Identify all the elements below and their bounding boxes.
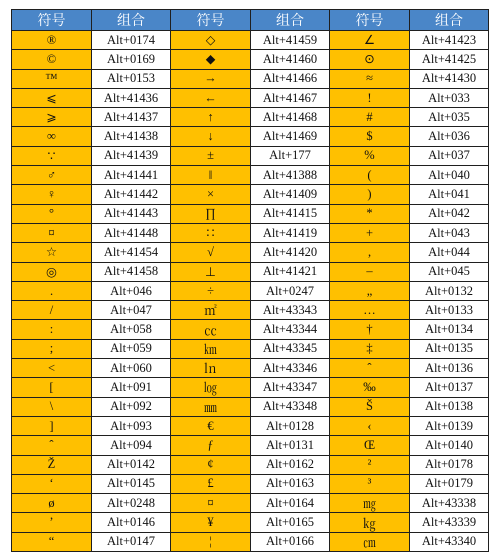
alt-combo-cell: Alt+177 xyxy=(251,146,330,165)
symbol-cell: ∷ xyxy=(171,223,251,242)
table-row xyxy=(12,455,489,474)
header-combo-1: 组合 xyxy=(92,10,171,31)
symbol-cell: ≈ xyxy=(330,69,410,88)
table-row xyxy=(12,513,489,532)
table-row xyxy=(12,204,489,223)
symbol-cell: \ xyxy=(12,397,92,416)
table-body xyxy=(12,31,489,552)
symbol-cell: ⩾ xyxy=(12,108,92,127)
symbol-cell: < xyxy=(12,359,92,378)
table-row xyxy=(12,166,489,185)
symbol-cell: × xyxy=(171,185,251,204)
alt-combo-cell: Alt+41430 xyxy=(410,69,489,88)
symbol-cell: , xyxy=(330,243,410,262)
alt-combo-cell: Alt+0166 xyxy=(251,532,330,551)
alt-combo-cell: Alt+41421 xyxy=(251,262,330,281)
symbol-cell: ± xyxy=(171,146,251,165)
alt-combo-cell: Alt+043 xyxy=(410,223,489,242)
symbol-cell: ² xyxy=(330,455,410,474)
symbol-cell: ; xyxy=(12,339,92,358)
alt-combo-cell: Alt+0137 xyxy=(410,378,489,397)
symbol-cell: ’ xyxy=(12,513,92,532)
symbol-cell: Œ xyxy=(330,436,410,455)
symbol-cell: ! xyxy=(330,88,410,107)
table-row xyxy=(12,281,489,300)
alt-combo-cell: Alt+060 xyxy=(92,359,171,378)
alt-code-sheet xyxy=(11,9,489,552)
alt-combo-cell: Alt+0248 xyxy=(92,494,171,513)
symbol-cell: ¤ xyxy=(12,223,92,242)
symbol-cell: ↑ xyxy=(171,108,251,127)
alt-combo-cell: Alt+41442 xyxy=(92,185,171,204)
table-row xyxy=(12,50,489,69)
alt-combo-cell: Alt+41438 xyxy=(92,127,171,146)
alt-combo-cell: Alt+0133 xyxy=(410,301,489,320)
table-row xyxy=(12,339,489,358)
alt-combo-cell: Alt+43347 xyxy=(251,378,330,397)
alt-combo-cell: Alt+41419 xyxy=(251,223,330,242)
symbol-cell: ← xyxy=(171,88,251,107)
alt-code-table xyxy=(11,9,489,552)
alt-combo-cell: Alt+41423 xyxy=(410,31,489,50)
alt-combo-cell: Alt+0153 xyxy=(92,69,171,88)
symbol-cell: ¥ xyxy=(171,513,251,532)
alt-combo-cell: Alt+0169 xyxy=(92,50,171,69)
symbol-cell: ˆ xyxy=(12,436,92,455)
alt-combo-cell: Alt+042 xyxy=(410,204,489,223)
alt-combo-cell: Alt+059 xyxy=(92,339,171,358)
alt-combo-cell: Alt+0147 xyxy=(92,532,171,551)
alt-combo-cell: Alt+41441 xyxy=(92,166,171,185)
symbol-cell: / xyxy=(12,301,92,320)
table-row xyxy=(12,494,489,513)
alt-combo-cell: Alt+41459 xyxy=(251,31,330,50)
alt-combo-cell: Alt+41467 xyxy=(251,88,330,107)
symbol-cell: * xyxy=(330,204,410,223)
symbol-cell: ) xyxy=(330,185,410,204)
alt-combo-cell: Alt+0247 xyxy=(251,281,330,300)
symbol-cell: ¦ xyxy=(171,532,251,551)
alt-combo-cell: Alt+41466 xyxy=(251,69,330,88)
alt-combo-cell: Alt+0135 xyxy=(410,339,489,358)
alt-combo-cell: Alt+43345 xyxy=(251,339,330,358)
alt-combo-cell: Alt+41448 xyxy=(92,223,171,242)
symbol-cell: $ xyxy=(330,127,410,146)
symbol-cell: © xyxy=(12,50,92,69)
alt-combo-cell: Alt+41425 xyxy=(410,50,489,69)
alt-combo-cell: Alt+035 xyxy=(410,108,489,127)
symbol-cell: ♀ xyxy=(12,185,92,204)
alt-combo-cell: Alt+43340 xyxy=(410,532,489,551)
header-symbol-3: 符号 xyxy=(330,10,410,31)
alt-combo-cell: Alt+0162 xyxy=(251,455,330,474)
header-row xyxy=(12,10,489,31)
symbol-cell: ◎ xyxy=(12,262,92,281)
alt-combo-cell: Alt+0178 xyxy=(410,455,489,474)
table-row xyxy=(12,31,489,50)
symbol-cell: ↓ xyxy=(171,127,251,146)
symbol-cell: [ xyxy=(12,378,92,397)
alt-combo-cell: Alt+041 xyxy=(410,185,489,204)
symbol-cell: . xyxy=(12,281,92,300)
table-row xyxy=(12,108,489,127)
alt-combo-cell: Alt+047 xyxy=(92,301,171,320)
table-row xyxy=(12,359,489,378)
alt-combo-cell: Alt+058 xyxy=(92,320,171,339)
alt-combo-cell: Alt+43344 xyxy=(251,320,330,339)
symbol-cell: ® xyxy=(12,31,92,50)
alt-combo-cell: Alt+43348 xyxy=(251,397,330,416)
symbol-cell: ⊙ xyxy=(330,50,410,69)
alt-combo-cell: Alt+41460 xyxy=(251,50,330,69)
table-row xyxy=(12,301,489,320)
symbol-cell: ° xyxy=(12,204,92,223)
alt-combo-cell: Alt+0139 xyxy=(410,416,489,435)
alt-combo-cell: Alt+41415 xyxy=(251,204,330,223)
alt-combo-cell: Alt+43339 xyxy=(410,513,489,532)
symbol-cell: ⩽ xyxy=(12,88,92,107)
symbol-cell: ∵ xyxy=(12,146,92,165)
table-row xyxy=(12,243,489,262)
symbol-cell: ‰ xyxy=(330,378,410,397)
symbol-cell: ¤ xyxy=(171,494,251,513)
alt-combo-cell: Alt+046 xyxy=(92,281,171,300)
alt-combo-cell: Alt+41439 xyxy=(92,146,171,165)
symbol-cell: ‖ xyxy=(171,166,251,185)
symbol-cell: ÷ xyxy=(171,281,251,300)
alt-combo-cell: Alt+41458 xyxy=(92,262,171,281)
alt-combo-cell: Alt+43346 xyxy=(251,359,330,378)
alt-combo-cell: Alt+0163 xyxy=(251,474,330,493)
table-row xyxy=(12,378,489,397)
alt-combo-cell: Alt+0165 xyxy=(251,513,330,532)
alt-combo-cell: Alt+0128 xyxy=(251,416,330,435)
symbol-cell: ㏒ xyxy=(171,378,251,397)
alt-combo-cell: Alt+093 xyxy=(92,416,171,435)
table-row xyxy=(12,320,489,339)
symbol-cell: ∠ xyxy=(330,31,410,50)
symbol-cell: – xyxy=(330,262,410,281)
alt-combo-cell: Alt+0142 xyxy=(92,455,171,474)
table-row xyxy=(12,532,489,551)
symbol-cell: “ xyxy=(12,532,92,551)
symbol-cell: ㎝ xyxy=(330,532,410,551)
symbol-cell: → xyxy=(171,69,251,88)
alt-combo-cell: Alt+41388 xyxy=(251,166,330,185)
symbol-cell: ³ xyxy=(330,474,410,493)
symbol-cell: ◆ xyxy=(171,50,251,69)
symbol-cell: ™ xyxy=(12,69,92,88)
table-row xyxy=(12,416,489,435)
alt-combo-cell: Alt+0134 xyxy=(410,320,489,339)
table-row xyxy=(12,69,489,88)
alt-combo-cell: Alt+41436 xyxy=(92,88,171,107)
alt-combo-cell: Alt+43338 xyxy=(410,494,489,513)
symbol-cell: √ xyxy=(171,243,251,262)
alt-combo-cell: Alt+0145 xyxy=(92,474,171,493)
header-symbol-2: 符号 xyxy=(171,10,251,31)
alt-combo-cell: Alt+41468 xyxy=(251,108,330,127)
header-symbol-1: 符号 xyxy=(12,10,92,31)
table-row xyxy=(12,88,489,107)
alt-combo-cell: Alt+0174 xyxy=(92,31,171,50)
symbol-cell: Ž xyxy=(12,455,92,474)
symbol-cell: Š xyxy=(330,397,410,416)
symbol-cell: ㎡ xyxy=(171,301,251,320)
symbol-cell: ] xyxy=(12,416,92,435)
alt-combo-cell: Alt+045 xyxy=(410,262,489,281)
symbol-cell: ☆ xyxy=(12,243,92,262)
alt-combo-cell: Alt+0138 xyxy=(410,397,489,416)
alt-combo-cell: Alt+0164 xyxy=(251,494,330,513)
symbol-cell: + xyxy=(330,223,410,242)
alt-combo-cell: Alt+41443 xyxy=(92,204,171,223)
symbol-cell: ㎜ xyxy=(171,397,251,416)
table-row xyxy=(12,127,489,146)
alt-combo-cell: Alt+033 xyxy=(410,88,489,107)
alt-combo-cell: Alt+094 xyxy=(92,436,171,455)
alt-combo-cell: Alt+0140 xyxy=(410,436,489,455)
table-row xyxy=(12,474,489,493)
alt-combo-cell: Alt+41409 xyxy=(251,185,330,204)
symbol-cell: ㎏ xyxy=(330,513,410,532)
symbol-cell: ‘ xyxy=(12,474,92,493)
table-row xyxy=(12,262,489,281)
symbol-cell: ˆ xyxy=(330,359,410,378)
table-row xyxy=(12,397,489,416)
symbol-cell: ㏑ xyxy=(171,359,251,378)
alt-combo-cell: Alt+037 xyxy=(410,146,489,165)
alt-combo-cell: Alt+040 xyxy=(410,166,489,185)
symbol-cell: ∏ xyxy=(171,204,251,223)
symbol-cell: ⊥ xyxy=(171,262,251,281)
alt-combo-cell: Alt+036 xyxy=(410,127,489,146)
alt-combo-cell: Alt+044 xyxy=(410,243,489,262)
symbol-cell: ㎎ xyxy=(330,494,410,513)
alt-combo-cell: Alt+41437 xyxy=(92,108,171,127)
alt-combo-cell: Alt+0146 xyxy=(92,513,171,532)
symbol-cell: £ xyxy=(171,474,251,493)
alt-combo-cell: Alt+092 xyxy=(92,397,171,416)
alt-combo-cell: Alt+0179 xyxy=(410,474,489,493)
symbol-cell: ◇ xyxy=(171,31,251,50)
symbol-cell: ㏄ xyxy=(171,320,251,339)
header-combo-2: 组合 xyxy=(251,10,330,31)
symbol-cell: ¢ xyxy=(171,455,251,474)
symbol-cell: ø xyxy=(12,494,92,513)
alt-combo-cell: Alt+41469 xyxy=(251,127,330,146)
symbol-cell: € xyxy=(171,416,251,435)
symbol-cell: ‹ xyxy=(330,416,410,435)
table-row xyxy=(12,436,489,455)
alt-combo-cell: Alt+41454 xyxy=(92,243,171,262)
symbol-cell: : xyxy=(12,320,92,339)
symbol-cell: ‡ xyxy=(330,339,410,358)
symbol-cell: ♂ xyxy=(12,166,92,185)
symbol-cell: % xyxy=(330,146,410,165)
symbol-cell: „ xyxy=(330,281,410,300)
alt-combo-cell: Alt+41420 xyxy=(251,243,330,262)
table-row xyxy=(12,223,489,242)
symbol-cell: … xyxy=(330,301,410,320)
alt-combo-cell: Alt+091 xyxy=(92,378,171,397)
symbol-cell: ƒ xyxy=(171,436,251,455)
alt-combo-cell: Alt+0131 xyxy=(251,436,330,455)
symbol-cell: ( xyxy=(330,166,410,185)
symbol-cell: ∞ xyxy=(12,127,92,146)
alt-combo-cell: Alt+0132 xyxy=(410,281,489,300)
header-combo-3: 组合 xyxy=(410,10,489,31)
symbol-cell: ㎞ xyxy=(171,339,251,358)
symbol-cell: # xyxy=(330,108,410,127)
table-row xyxy=(12,146,489,165)
alt-combo-cell: Alt+0136 xyxy=(410,359,489,378)
alt-combo-cell: Alt+43343 xyxy=(251,301,330,320)
symbol-cell: † xyxy=(330,320,410,339)
table-row xyxy=(12,185,489,204)
